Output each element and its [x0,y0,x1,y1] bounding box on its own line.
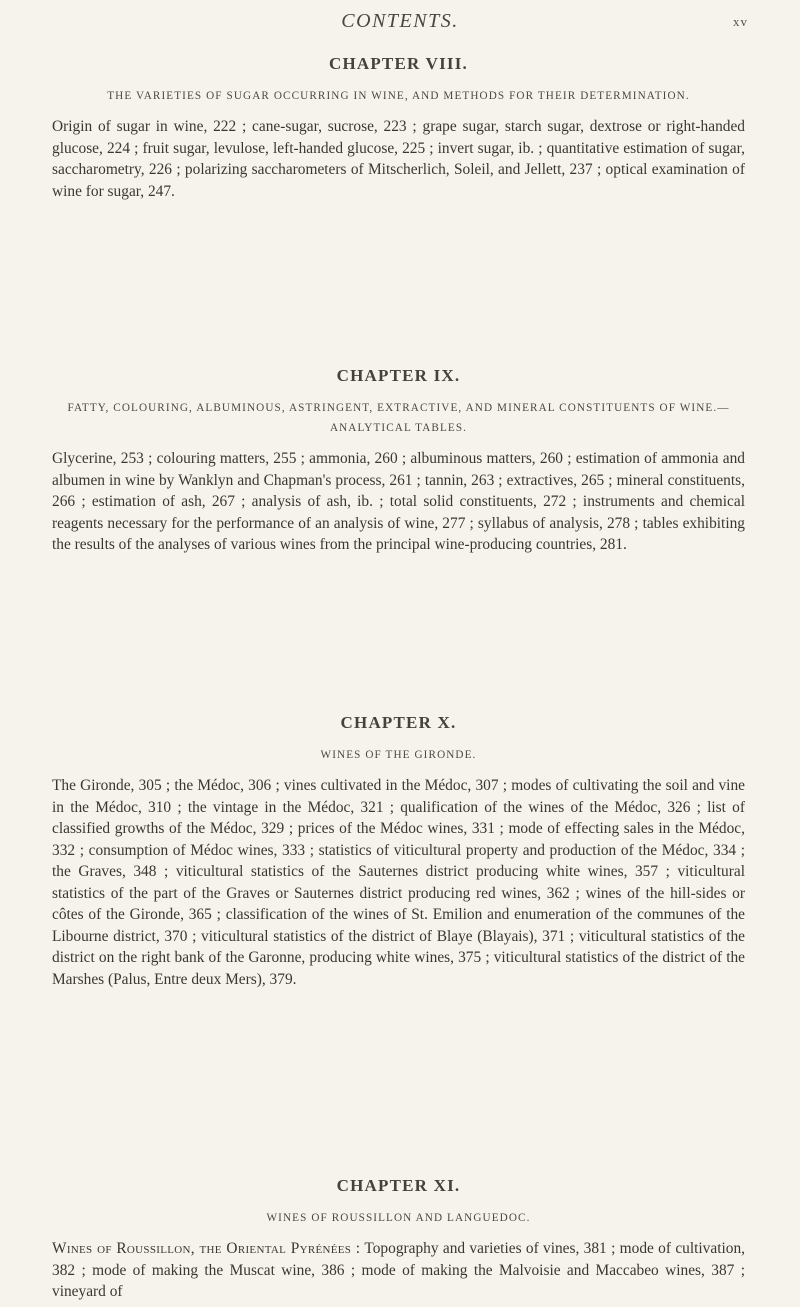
chapter-summary: Origin of sugar in wine, 222 ; cane-sugar, sucrose, 223 ; grape sugar, starch sugar, dextrose or right-handed glucose, 224 ; fruit sugar, levulose, left-handed glucose, 225 ; invert sugar, ib. ; quantitative estimation of sugar, saccharometry, 226 ; polarizing saccharometers of Mitscherlich, Soleil, and Jellett, 237 ; optical examination of wine for sugar, 247. [52,118,745,200]
running-title: CONTENTS. [341,10,459,32]
chapter-summary: The Gironde, 305 ; the Médoc, 306 ; vines cultivated in the Médoc, 307 ; modes of cultivating the soil and vine in the Médoc, 310 ; the vintage in the Médoc, 321 ; qualification of the wines of the Médoc, 326 ; list of classified growths of the Médoc, 329 ; prices of the Médoc wines, 331 ; mode of effecting sales in the Médoc, 332 ; consumption of Médoc wines, 333 ; statistics of viticultural property and production of the Médoc, 334 ; the Graves, 348 ; viticultural statistics of the Sauternes district producing white wines, 357 ; viticultural statistics of the part of the Graves or Sauternes district producing red wines, 362 ; wines of the hill-sides or côtes of the Gironde, 365 ; classification of the wines of St. Emilion and enumeration of the communes of the Libourne district, 370 ; viticultural statistics of the district of Blaye (Blayais), 371 ; viticultural statistics of the district on the right bank of the Garonne, producing white wines, 375 ; viticultural statistics of the district of the Marshes (Palus, Entre deux Mers), 379. [52,777,745,988]
chapter-heading: CHAPTER X. [340,713,457,732]
chapter-viii [52,54,745,202]
chapter-subheading: FATTY, COLOURING, ALBUMINOUS, ASTRINGENT, EXTRACTIVE, AND MINERAL CONSTITUENTS OF WINE.—ANALYTICAL TABLES. [67,402,730,434]
chapter-heading: CHAPTER XI. [336,1176,461,1195]
chapter-heading: CHAPTER IX. [336,366,461,385]
chapter-heading: CHAPTER VIII. [328,54,469,73]
page-number: xv [733,14,748,29]
chapter-subheading: WINES OF THE GIRONDE. [320,749,477,761]
chapter-summary: Glycerine, 253 ; colouring matters, 255 ; ammonia, 260 ; albuminous matters, 260 ; estimation of ammonia and albumen in wine by Wanklyn and Chapman's process, 261 ; tannin, 263 ; extractives, 265 ; mineral constituents, 266 ; estimation of ash, 267 ; analysis of ash, ib. ; total solid constituents, 272 ; instruments and chemical reagents necessary for the performance of an analysis of wine, 277 ; syllabus of analysis, 278 ; tables exhibiting the results of the analyses of various wines from the principal wine-producing countries, 281. [52,450,745,553]
running-head [0,10,800,34]
chapter-x [52,713,745,990]
chapter-subheading: WINES OF ROUSSILLON AND LANGUEDOC. [266,1212,531,1224]
chapter-summary-lead: Wines of Roussillon, the Oriental Pyrénées : [52,1240,361,1257]
chapter-ix [52,366,745,556]
chapter-xi [52,1176,745,1303]
chapter-summary [52,1238,745,1303]
chapter-summary-text: Topography and varieties of vines, 381 ; mode of cultivation, 382 ; mode of making the Muscat wine, 386 ; mode of making the Malvoisie and Maccabeo wines, 387 ; vineyard of [52,1240,745,1300]
chapter-subheading: THE VARIETIES OF SUGAR OCCURRING IN WINE, AND METHODS FOR THEIR DETERMINATION. [107,90,690,102]
